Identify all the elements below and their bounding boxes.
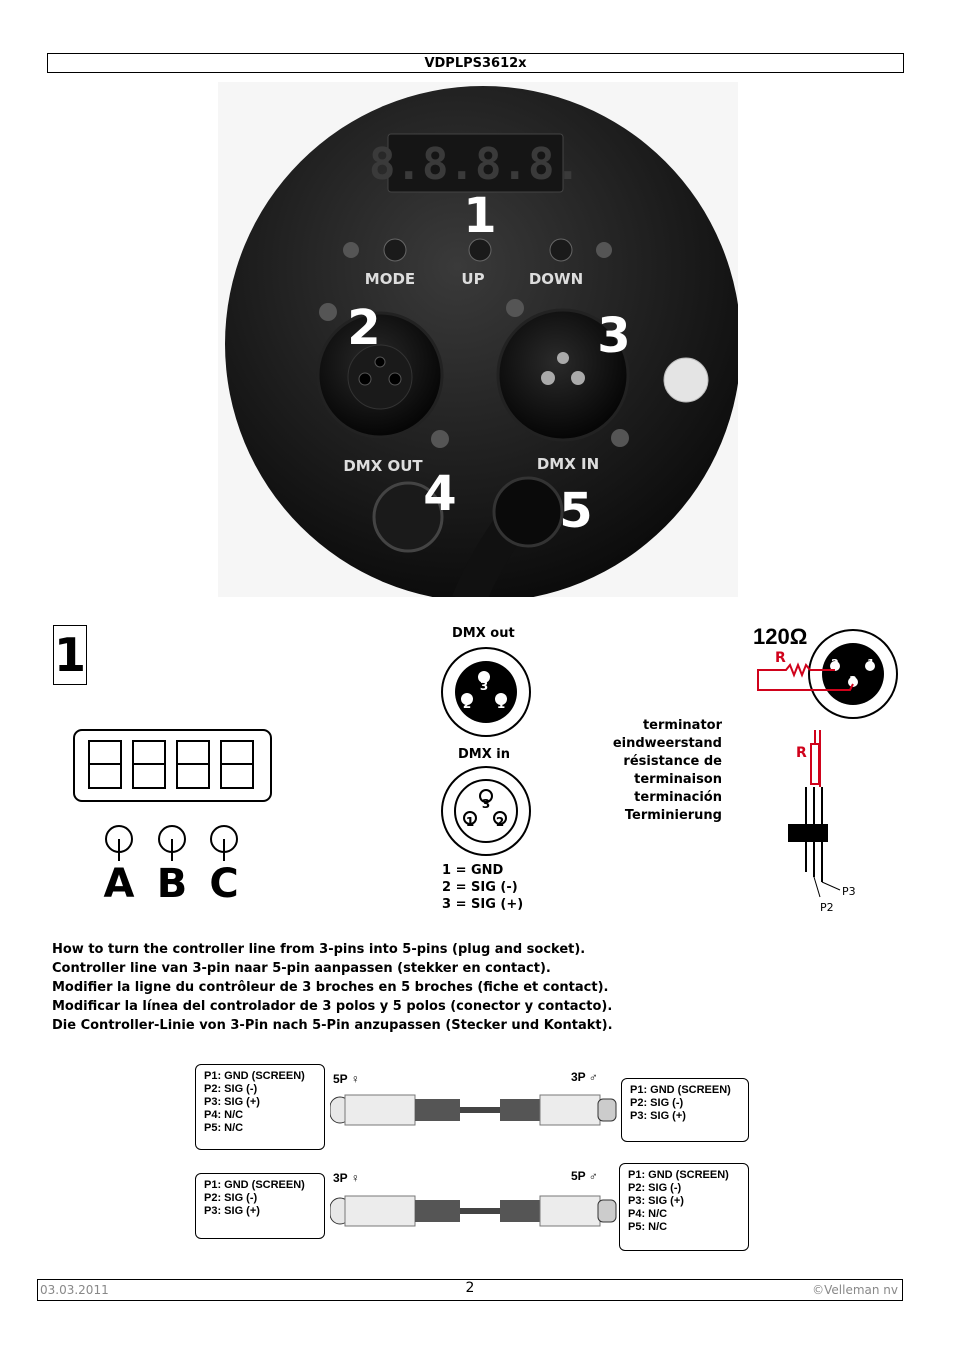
screw-icon: [319, 303, 337, 321]
footer-date: 03.03.2011: [40, 1283, 109, 1297]
up-label: UP: [461, 270, 485, 288]
pin-line: P3: SIG (+): [628, 1195, 684, 1207]
display-diagram: [73, 729, 273, 904]
section-number-box: [53, 625, 87, 685]
term-pin-3: 3: [849, 674, 857, 687]
pin-1-assignment: 1 = GND: [442, 863, 504, 878]
callout-right-2: [619, 1163, 749, 1251]
instruction-nl: Controller line van 3-pin naar 5-pin aanpassen (stekker en contact).: [52, 961, 551, 976]
out-pin-3: 3: [479, 679, 489, 693]
dmx-in-label: DMX IN: [536, 455, 600, 473]
device-back-panel-photo: [218, 82, 738, 597]
adapter-3p-to-5p: [195, 1163, 755, 1255]
pin-line: P4: N/C: [628, 1208, 668, 1220]
instruction-es: Modificar la línea del controlador de 3 polos y 5 polos (conector y contacto).: [52, 999, 613, 1014]
terminator-text: [560, 717, 722, 825]
adapter-5p-to-3p: [195, 1062, 755, 1152]
out-pin-2: 2: [462, 697, 472, 711]
callout-4: 4: [423, 466, 457, 522]
in-pin-1: 1: [465, 815, 475, 829]
down-button[interactable]: [550, 239, 572, 261]
terminator-line-de: Terminierung: [624, 808, 722, 823]
in-pin-3: 3: [481, 797, 491, 811]
instructions: [52, 940, 613, 1035]
terminator-line-fr-2: terminaison: [634, 772, 722, 787]
screw-icon: [343, 242, 359, 258]
side-knob: [664, 358, 708, 402]
dmx-out-diagram: [438, 647, 534, 737]
cable-connector: [788, 824, 828, 842]
pin-line: P2: SIG (-): [204, 1192, 258, 1204]
pin-line: P2: SIG (-): [628, 1182, 682, 1194]
terminator-line-nl: eindweerstand: [612, 736, 722, 751]
mode-label: MODE: [364, 270, 416, 288]
pin-line: P2: SIG (-): [630, 1097, 684, 1109]
document-title: VDPLPS3612x: [424, 56, 527, 71]
pin-line: P1: GND (SCREEN): [204, 1179, 305, 1191]
resistor-label: R: [775, 650, 786, 666]
terminator-line-en: terminator: [642, 718, 722, 733]
section-number: 1: [54, 628, 87, 682]
callout-5: 5: [559, 483, 593, 539]
pin-line: P4: N/C: [204, 1109, 244, 1121]
pin-line: P1: GND (SCREEN): [630, 1084, 731, 1096]
screw-icon: [506, 299, 524, 317]
pin-line: P1: GND (SCREEN): [628, 1169, 729, 1181]
page-number: 2: [465, 1280, 475, 1296]
pin-line: P3: SIG (+): [204, 1096, 260, 1108]
pin-3-assignment: 3 = SIG (+): [442, 897, 524, 912]
footer-copyright: ©Velleman nv: [812, 1283, 898, 1297]
dmx-in-diagram: [438, 766, 534, 856]
screw-icon: [431, 430, 449, 448]
callout-1: 1: [463, 188, 497, 244]
callout-left-1: [195, 1064, 325, 1150]
term-pin-1: 1: [867, 657, 875, 670]
pin-line: P1: GND (SCREEN): [204, 1070, 305, 1082]
label-b: B: [156, 861, 188, 904]
cable-drawing-1: [330, 1087, 620, 1132]
page-footer: [37, 1279, 903, 1301]
pin-line: P5: N/C: [204, 1122, 244, 1134]
label-a: A: [103, 861, 135, 904]
terminator-line-fr-1: résistance de: [623, 754, 722, 769]
pin-assignment-list: [442, 862, 523, 913]
page-header: [47, 53, 904, 73]
dmx-in-title: DMX in: [458, 747, 510, 762]
instruction-de: Die Controller-Linie von 3-Pin nach 5-Pin anzupassen (Stecker und Kontakt).: [52, 1018, 613, 1033]
pin-line: P2: SIG (-): [204, 1083, 258, 1095]
tag-5p-male: 5P ♂: [571, 1169, 598, 1183]
term-pin-2: 2: [831, 657, 839, 670]
instruction-fr: Modifier la ligne du contrôleur de 3 broches en 5 broches (fiche et contact).: [52, 980, 609, 995]
screw-icon: [596, 242, 612, 258]
dmx-out-title: DMX out: [452, 626, 515, 641]
resistor-body: [811, 744, 819, 784]
instruction-en: How to turn the controller line from 3-pins into 5-pins (plug and socket).: [52, 942, 586, 957]
pin-2-assignment: 2 = SIG (-): [442, 880, 518, 895]
tag-3p-male: 3P ♂: [571, 1070, 598, 1084]
mode-button[interactable]: [384, 239, 406, 261]
pin-line: P3: SIG (+): [204, 1205, 260, 1217]
callout-left-2: [195, 1173, 325, 1239]
pin-line: P5: N/C: [628, 1221, 668, 1233]
lead-p2: P2: [820, 901, 834, 914]
screw-icon: [611, 429, 629, 447]
pin-line: P3: SIG (+): [630, 1110, 686, 1122]
terminator-line-es: terminación: [634, 790, 722, 805]
lead-p3: P3: [842, 885, 856, 898]
device-illustration: [218, 82, 738, 597]
cable-drawing-2: [330, 1188, 620, 1233]
led-digits: 8.8.8.8.: [369, 139, 581, 190]
callout-right-1: [621, 1078, 749, 1142]
dmx-out-label: DMX OUT: [343, 457, 423, 475]
terminator-diagram: [750, 622, 900, 917]
out-pin-1: 1: [496, 697, 506, 711]
label-c: C: [209, 861, 239, 904]
ohm-label: 120Ω: [753, 624, 808, 649]
callout-2: 2: [347, 300, 381, 356]
callout-3: 3: [597, 308, 631, 364]
down-label: DOWN: [528, 270, 584, 288]
in-pin-2: 2: [495, 815, 505, 829]
tag-5p-female: 5P ♀: [333, 1072, 360, 1086]
resistor-label-2: R: [796, 745, 807, 761]
tag-3p-female: 3P ♀: [333, 1171, 360, 1185]
